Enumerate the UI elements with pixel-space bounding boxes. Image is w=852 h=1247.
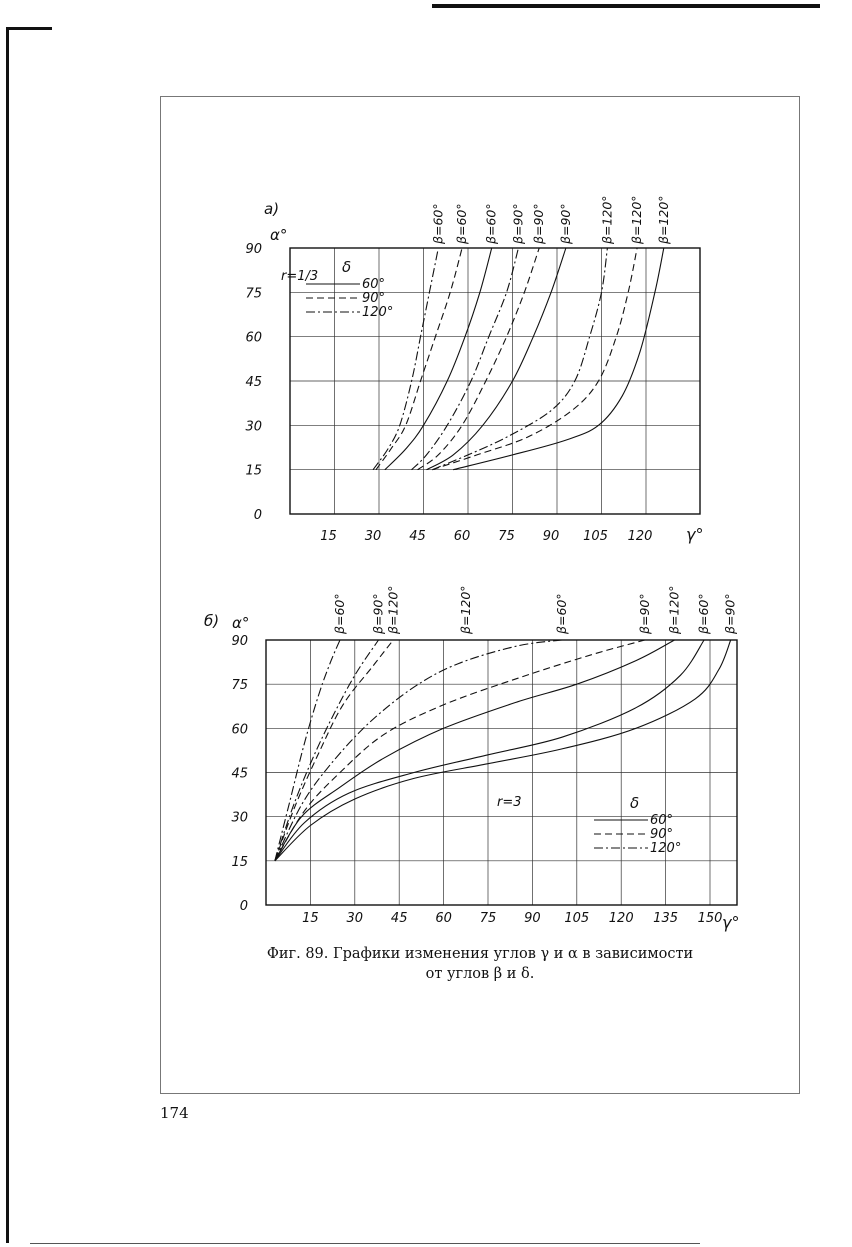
x-tick-label: 60 <box>453 529 471 544</box>
y-tick-label: 15 <box>231 854 248 870</box>
series-line <box>275 640 393 861</box>
legend-entry-label: 120° <box>650 841 682 856</box>
legend <box>281 258 393 320</box>
y-tick-label: 45 <box>245 375 262 390</box>
x-tick-label: 45 <box>390 911 408 926</box>
series-top-label: β=120° <box>655 195 671 244</box>
legend-entry-label: 90° <box>650 827 674 842</box>
y-axis-label: α° <box>232 614 250 632</box>
x-tick-label: 120 <box>627 529 653 544</box>
x-tick-label: 105 <box>564 911 590 926</box>
legend-entry-label: 60° <box>650 813 674 828</box>
y-tick-label: 15 <box>245 463 262 479</box>
x-tick-label: 75 <box>479 911 497 926</box>
series-top-label: β=120° <box>666 585 682 634</box>
x-tick-label: 60 <box>435 911 452 926</box>
series-top-label: β=120° <box>599 195 615 244</box>
x-axis-label: γ° <box>686 525 704 544</box>
x-tick-label: 30 <box>364 529 382 544</box>
legend-param-label: r=1/3 <box>281 269 319 284</box>
y-tick-label: 90 <box>231 634 248 649</box>
legend <box>497 794 681 856</box>
series-line <box>418 248 540 470</box>
series-top-label: β=60° <box>554 593 569 634</box>
legend-title: δ <box>630 794 640 812</box>
series-top-label: β=90° <box>370 593 386 634</box>
series-top-label: β=60° <box>430 203 446 244</box>
x-tick-label: 15 <box>320 529 337 544</box>
y-tick-label: 45 <box>231 766 248 782</box>
x-tick-label: 30 <box>346 911 364 926</box>
y-tick-label: 75 <box>231 678 248 694</box>
series-top-label: β=120° <box>385 585 401 634</box>
panel-label: а) <box>264 200 280 218</box>
series-top-label: β=90° <box>531 203 547 244</box>
series-top-label: β=60° <box>454 203 470 244</box>
x-tick-label: 75 <box>498 529 515 544</box>
y-axis-label: α° <box>270 226 288 244</box>
legend-entry-label: 60° <box>362 277 386 292</box>
x-tick-label: 120 <box>608 911 634 926</box>
legend-entry-label: 120° <box>362 305 394 320</box>
y-tick-label: 75 <box>245 286 262 302</box>
series-top-label: β=60° <box>483 203 499 244</box>
series-line <box>432 248 637 470</box>
page-number: 174 <box>160 1104 189 1122</box>
y-tick-label: 0 <box>239 899 248 914</box>
x-tick-label: 90 <box>542 529 560 544</box>
legend-param-label: r=3 <box>497 795 522 810</box>
series-top-label: β=90° <box>722 593 738 634</box>
grid <box>290 248 700 514</box>
y-tick-label: 90 <box>245 242 262 257</box>
y-tick-label: 0 <box>253 508 262 523</box>
y-tick-label: 60 <box>231 722 248 738</box>
legend-title: δ <box>342 258 352 276</box>
grid <box>266 640 737 905</box>
caption-line-1: Фиг. 89. Графики изменения углов γ и α в зависимости <box>266 946 694 962</box>
series-top-label: β=120° <box>629 195 645 244</box>
series-line <box>453 248 664 470</box>
series-top-label: β=60° <box>332 593 347 634</box>
x-axis-label: γ° <box>722 913 740 932</box>
y-tick-label: 30 <box>245 419 262 435</box>
series-top-label: β=90° <box>636 593 652 634</box>
series-line <box>275 640 645 861</box>
series-top-label: β=60° <box>696 593 712 634</box>
figure-caption <box>190 944 770 984</box>
series-top-label: β=120° <box>458 585 473 634</box>
series-line <box>275 640 675 861</box>
x-tick-label: 105 <box>583 529 608 544</box>
x-tick-label: 45 <box>409 529 426 544</box>
chart-panel-1 <box>245 195 703 544</box>
panel-label: б) <box>204 612 220 630</box>
series-line <box>385 248 492 470</box>
series-line <box>376 248 462 470</box>
y-tick-label: 30 <box>231 810 248 826</box>
series-line <box>275 640 562 861</box>
series-line <box>275 640 704 861</box>
legend-entry-label: 90° <box>362 291 386 306</box>
x-tick-label: 90 <box>524 911 541 926</box>
series-top-label: β=90° <box>510 203 526 244</box>
x-tick-label: 150 <box>697 911 723 926</box>
chart-panel-2 <box>204 585 739 932</box>
x-tick-label: 135 <box>653 911 679 926</box>
x-tick-label: 15 <box>302 911 319 926</box>
y-tick-label: 60 <box>245 330 262 346</box>
series-line <box>432 248 607 470</box>
caption-line-2: от углов β и δ. <box>425 966 535 982</box>
series-top-label: β=90° <box>557 203 573 244</box>
